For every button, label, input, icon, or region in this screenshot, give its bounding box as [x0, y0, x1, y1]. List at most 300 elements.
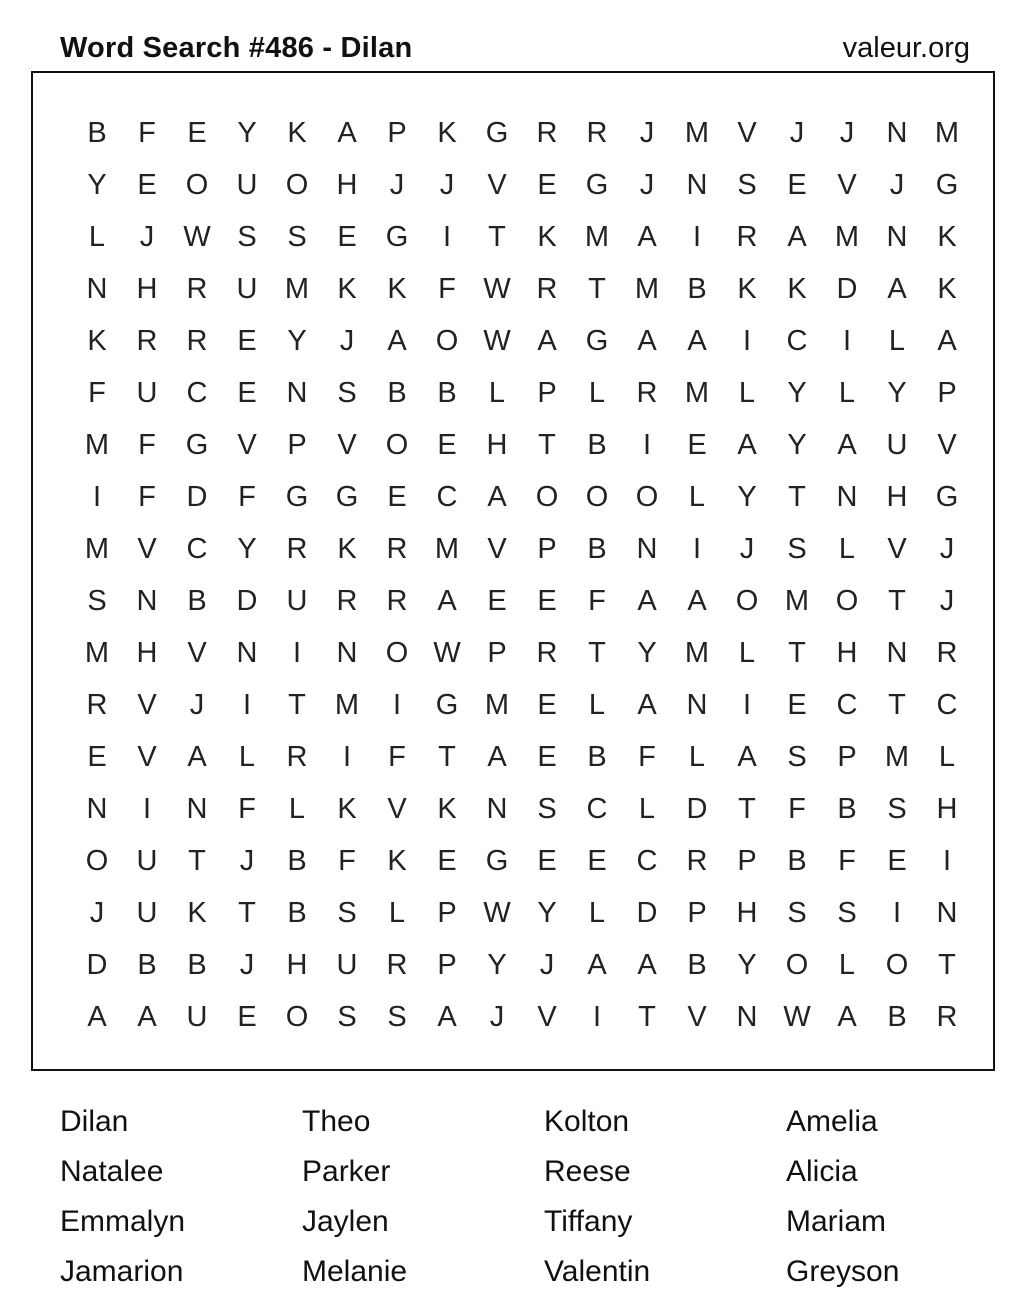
grid-letter: G [385, 220, 409, 253]
grid-letter: K [387, 844, 407, 877]
grid-letter: C [186, 376, 208, 409]
grid-letter: R [936, 636, 958, 669]
grid-letter: H [736, 896, 758, 929]
grid-letter: E [537, 740, 557, 773]
grid-letter: P [437, 896, 457, 929]
grid-letter: L [838, 532, 856, 565]
grid-letter: I [842, 324, 852, 357]
grid-letter: L [738, 636, 756, 669]
grid-letter: V [937, 428, 957, 461]
grid-letter: T [738, 792, 756, 825]
grid-letter: N [236, 636, 258, 669]
grid-letter: J [939, 532, 955, 565]
word-list-item: Jaylen [302, 1205, 389, 1238]
grid-letter: O [785, 948, 809, 981]
grid-letter: B [837, 792, 857, 825]
grid-letter: H [936, 792, 958, 825]
grid-letter: W [483, 324, 511, 357]
grid-letter: I [442, 220, 452, 253]
grid-letter: B [287, 896, 307, 929]
grid-letter: A [737, 740, 757, 773]
grid-letter: W [483, 272, 511, 305]
grid-letter: Y [787, 428, 807, 461]
grid-letter: T [588, 272, 606, 305]
grid-letter: G [935, 168, 959, 201]
grid-letter: I [742, 688, 752, 721]
grid-letter: V [887, 532, 907, 565]
grid-letter: V [137, 740, 157, 773]
grid-letter: G [285, 480, 309, 513]
grid-letter: V [337, 428, 357, 461]
grid-letter: E [187, 116, 207, 149]
grid-letter: P [737, 844, 757, 877]
grid-letter: I [142, 792, 152, 825]
grid-letter: L [888, 324, 906, 357]
word-list-item: Tiffany [544, 1205, 633, 1238]
grid-letter: T [638, 1000, 656, 1033]
grid-letter: V [187, 636, 207, 669]
grid-letter: A [337, 116, 357, 149]
grid-letter: F [138, 428, 156, 461]
grid-letter: F [438, 272, 456, 305]
grid-letter: I [642, 428, 652, 461]
grid-letter: I [592, 1000, 602, 1033]
grid-letter: H [336, 168, 358, 201]
grid-letter: O [535, 480, 559, 513]
grid-letter: R [686, 844, 708, 877]
word-list-item: Reese [544, 1155, 631, 1188]
grid-letter: V [487, 532, 507, 565]
grid-letter: G [485, 116, 509, 149]
word-list-item: Natalee [60, 1155, 164, 1188]
grid-letter: F [138, 480, 156, 513]
grid-letter: A [737, 428, 757, 461]
grid-letter: G [335, 480, 359, 513]
grid-letter: J [839, 116, 855, 149]
grid-letter: B [887, 1000, 907, 1033]
grid-letter: O [835, 584, 859, 617]
grid-letter: T [288, 688, 306, 721]
grid-letter: H [136, 636, 158, 669]
grid-letter: L [388, 896, 406, 929]
grid-letter: R [386, 532, 408, 565]
grid-letter: E [687, 428, 707, 461]
grid-letter: S [87, 584, 107, 617]
grid-letter: R [86, 688, 108, 721]
grid-letter: R [536, 272, 558, 305]
grid-letter: R [336, 584, 358, 617]
grid-letter: Y [737, 948, 757, 981]
grid-letter: R [636, 376, 658, 409]
grid-letter: F [588, 584, 606, 617]
grid-letter: I [892, 896, 902, 929]
word-list-item: Parker [302, 1155, 391, 1188]
word-list-item: Alicia [786, 1155, 858, 1188]
grid-letter: G [185, 428, 209, 461]
grid-letter: J [489, 1000, 505, 1033]
grid-letter: E [437, 428, 457, 461]
grid-letter: C [436, 480, 458, 513]
grid-letter: H [836, 636, 858, 669]
grid-letter: J [639, 168, 655, 201]
grid-letter: K [937, 272, 957, 305]
grid-letter: B [787, 844, 807, 877]
grid-letter: B [687, 272, 707, 305]
grid-letter: J [639, 116, 655, 149]
grid-letter: S [737, 168, 757, 201]
grid-letter: R [186, 272, 208, 305]
grid-letter: M [834, 220, 860, 253]
grid-letter: A [637, 220, 657, 253]
grid-letter: I [942, 844, 952, 877]
grid-letter: T [788, 480, 806, 513]
grid-letter: G [485, 844, 509, 877]
grid-letter: K [187, 896, 207, 929]
grid-letter: O [285, 1000, 309, 1033]
grid-letter: B [187, 948, 207, 981]
grid-letter: A [937, 324, 957, 357]
grid-letter: N [886, 636, 908, 669]
grid-letter: O [185, 168, 209, 201]
grid-letter: M [934, 116, 960, 149]
grid-letter: L [738, 376, 756, 409]
grid-letter: E [387, 480, 407, 513]
grid-letter: R [286, 532, 308, 565]
grid-letter: B [437, 376, 457, 409]
grid-letter: B [287, 844, 307, 877]
grid-letter: H [886, 480, 908, 513]
grid-letter: K [437, 116, 457, 149]
grid-letter: A [537, 324, 557, 357]
grid-letter: U [236, 168, 258, 201]
grid-letter: L [588, 896, 606, 929]
word-list-item: Dilan [60, 1105, 129, 1138]
grid-letter: N [186, 792, 208, 825]
grid-letter: T [888, 584, 906, 617]
grid-letter: I [342, 740, 352, 773]
grid-letter: T [538, 428, 556, 461]
grid-letter: P [837, 740, 857, 773]
grid-letter: K [337, 272, 357, 305]
grid-letter: A [487, 480, 507, 513]
grid-letter: J [739, 532, 755, 565]
grid-letter: G [935, 480, 959, 513]
word-list-item: Valentin [544, 1255, 651, 1288]
grid-letter: I [742, 324, 752, 357]
grid-letter: E [237, 376, 257, 409]
word-list-item: Mariam [786, 1205, 887, 1238]
grid-letter: J [239, 844, 255, 877]
grid-letter: I [692, 532, 702, 565]
grid-letter: N [936, 896, 958, 929]
grid-letter: K [937, 220, 957, 253]
grid-letter: N [686, 688, 708, 721]
grid-letter: Y [537, 896, 557, 929]
grid-letter: J [239, 948, 255, 981]
grid-letter: M [584, 220, 610, 253]
grid-letter: L [938, 740, 956, 773]
grid-letter: O [635, 480, 659, 513]
puzzle-board [31, 71, 995, 1071]
grid-letter: N [636, 532, 658, 565]
grid-letter: T [438, 740, 456, 773]
word-list-item: Melanie [302, 1255, 408, 1288]
grid-letter: L [638, 792, 656, 825]
grid-letter: P [487, 636, 507, 669]
grid-letter: A [837, 1000, 857, 1033]
grid-letter: G [435, 688, 459, 721]
grid-letter: D [636, 896, 658, 929]
grid-letter: E [787, 688, 807, 721]
grid-letter: P [437, 948, 457, 981]
grid-letter: V [537, 1000, 557, 1033]
grid-letter: S [337, 896, 357, 929]
grid-letter: W [483, 896, 511, 929]
grid-letter: Y [237, 116, 257, 149]
grid-letter: W [783, 1000, 811, 1033]
grid-letter: B [87, 116, 107, 149]
grid-letter: S [787, 532, 807, 565]
grid-letter: R [136, 324, 158, 357]
grid-letter: M [284, 272, 310, 305]
grid-letter: F [788, 792, 806, 825]
grid-letter: E [137, 168, 157, 201]
grid-letter: J [539, 948, 555, 981]
grid-letter: M [434, 532, 460, 565]
grid-letter: Y [237, 532, 257, 565]
grid-letter: F [638, 740, 656, 773]
grid-letter: U [886, 428, 908, 461]
grid-letter: M [84, 636, 110, 669]
grid-letter: G [585, 168, 609, 201]
grid-letter: E [587, 844, 607, 877]
grid-letter: U [136, 376, 158, 409]
grid-letter: S [537, 792, 557, 825]
grid-letter: K [87, 324, 107, 357]
grid-letter: L [688, 740, 706, 773]
grid-letter: O [585, 480, 609, 513]
grid-letter: A [487, 740, 507, 773]
grid-letter: B [587, 428, 607, 461]
grid-letter: A [87, 1000, 107, 1033]
grid-letter: N [686, 168, 708, 201]
grid-letter: P [937, 376, 957, 409]
grid-letter: M [684, 376, 710, 409]
site-name: valeur.org [842, 31, 970, 64]
grid-letter: T [938, 948, 956, 981]
grid-letter: F [238, 480, 256, 513]
grid-letter: A [637, 948, 657, 981]
grid-letter: D [236, 584, 258, 617]
grid-letter: Y [787, 376, 807, 409]
grid-letter: O [385, 636, 409, 669]
grid-letter: D [86, 948, 108, 981]
grid-letter: V [737, 116, 757, 149]
grid-letter: R [586, 116, 608, 149]
grid-letter: U [136, 844, 158, 877]
grid-letter: B [137, 948, 157, 981]
grid-letter: I [292, 636, 302, 669]
grid-letter: S [387, 1000, 407, 1033]
grid-letter: D [686, 792, 708, 825]
grid-letter: A [887, 272, 907, 305]
page-title: Word Search #486 - Dilan [60, 31, 413, 64]
grid-letter: N [886, 116, 908, 149]
grid-letter: M [484, 688, 510, 721]
grid-letter: L [588, 376, 606, 409]
grid-letter: M [84, 532, 110, 565]
grid-letter: N [486, 792, 508, 825]
grid-letter: Y [737, 480, 757, 513]
grid-letter: U [186, 1000, 208, 1033]
grid-letter: H [286, 948, 308, 981]
grid-letter: R [386, 584, 408, 617]
grid-letter: W [433, 636, 461, 669]
grid-letter: F [338, 844, 356, 877]
grid-letter: P [537, 532, 557, 565]
grid-letter: E [87, 740, 107, 773]
grid-letter: O [735, 584, 759, 617]
grid-letter: J [789, 116, 805, 149]
grid-letter: S [337, 376, 357, 409]
grid-letter: S [787, 740, 807, 773]
grid-letter: L [838, 376, 856, 409]
grid-letter: S [837, 896, 857, 929]
grid-letter: J [889, 168, 905, 201]
grid-letter: T [588, 636, 606, 669]
grid-letter: J [189, 688, 205, 721]
grid-letter: A [787, 220, 807, 253]
grid-letter: K [437, 792, 457, 825]
grid-letter: L [288, 792, 306, 825]
grid-letter: O [885, 948, 909, 981]
grid-letter: N [86, 792, 108, 825]
grid-letter: D [186, 480, 208, 513]
grid-letter: E [537, 688, 557, 721]
grid-letter: P [387, 116, 407, 149]
word-list-item: Amelia [786, 1105, 878, 1138]
grid-letter: A [137, 1000, 157, 1033]
grid-letter: L [688, 480, 706, 513]
grid-letter: U [286, 584, 308, 617]
grid-letter: P [287, 428, 307, 461]
grid-letter: F [88, 376, 106, 409]
grid-letter: F [838, 844, 856, 877]
grid-letter: N [836, 480, 858, 513]
grid-letter: M [884, 740, 910, 773]
grid-letter: R [536, 636, 558, 669]
word-list-item: Theo [302, 1105, 371, 1138]
word-list-item: Jamarion [60, 1255, 184, 1288]
grid-letter: E [537, 584, 557, 617]
grid-letter: E [337, 220, 357, 253]
grid-letter: S [287, 220, 307, 253]
grid-letter: N [286, 376, 308, 409]
word-list-item: Greyson [786, 1255, 900, 1288]
grid-letter: L [238, 740, 256, 773]
grid-letter: V [687, 1000, 707, 1033]
grid-letter: M [784, 584, 810, 617]
grid-letter: A [587, 948, 607, 981]
grid-letter: D [836, 272, 858, 305]
grid-letter: S [887, 792, 907, 825]
grid-letter: O [285, 168, 309, 201]
page-header [60, 28, 970, 68]
grid-letter: K [787, 272, 807, 305]
grid-letter: M [334, 688, 360, 721]
grid-letter: O [435, 324, 459, 357]
grid-letter: N [736, 1000, 758, 1033]
grid-letter: K [737, 272, 757, 305]
grid-letter: A [187, 740, 207, 773]
grid-letter: T [488, 220, 506, 253]
grid-letter: S [237, 220, 257, 253]
grid-letter: C [936, 688, 958, 721]
grid-letter: A [437, 584, 457, 617]
grid-letter: R [936, 1000, 958, 1033]
grid-letter: G [585, 324, 609, 357]
grid-letter: P [537, 376, 557, 409]
grid-letter: K [337, 532, 357, 565]
grid-letter: S [337, 1000, 357, 1033]
grid-letter: I [92, 480, 102, 513]
grid-letter: B [687, 948, 707, 981]
grid-letter: F [238, 792, 256, 825]
grid-letter: A [687, 584, 707, 617]
grid-letter: R [536, 116, 558, 149]
letter-grid [72, 107, 972, 1043]
grid-letter: V [237, 428, 257, 461]
grid-letter: O [85, 844, 109, 877]
grid-letter: U [336, 948, 358, 981]
grid-letter: V [137, 688, 157, 721]
grid-letter: U [136, 896, 158, 929]
grid-letter: E [237, 1000, 257, 1033]
grid-letter: N [336, 636, 358, 669]
grid-letter: C [186, 532, 208, 565]
grid-letter: M [684, 636, 710, 669]
grid-letter: R [286, 740, 308, 773]
grid-letter: A [687, 324, 707, 357]
grid-letter: J [939, 584, 955, 617]
grid-letter: M [634, 272, 660, 305]
grid-letter: F [388, 740, 406, 773]
grid-letter: V [137, 532, 157, 565]
grid-letter: U [236, 272, 258, 305]
grid-letter: R [186, 324, 208, 357]
grid-letter: R [386, 948, 408, 981]
grid-letter: E [437, 844, 457, 877]
grid-letter: N [86, 272, 108, 305]
grid-letter: A [637, 584, 657, 617]
grid-letter: V [387, 792, 407, 825]
grid-letter: E [237, 324, 257, 357]
grid-letter: A [837, 428, 857, 461]
grid-letter: K [387, 272, 407, 305]
grid-letter: L [88, 220, 106, 253]
grid-letter: Y [487, 948, 507, 981]
grid-letter: J [439, 168, 455, 201]
grid-letter: P [687, 896, 707, 929]
grid-letter: C [586, 792, 608, 825]
grid-letter: I [242, 688, 252, 721]
grid-letter: C [786, 324, 808, 357]
grid-letter: V [837, 168, 857, 201]
grid-letter: K [337, 792, 357, 825]
grid-letter: E [787, 168, 807, 201]
grid-letter: Y [287, 324, 307, 357]
grid-letter: A [637, 688, 657, 721]
